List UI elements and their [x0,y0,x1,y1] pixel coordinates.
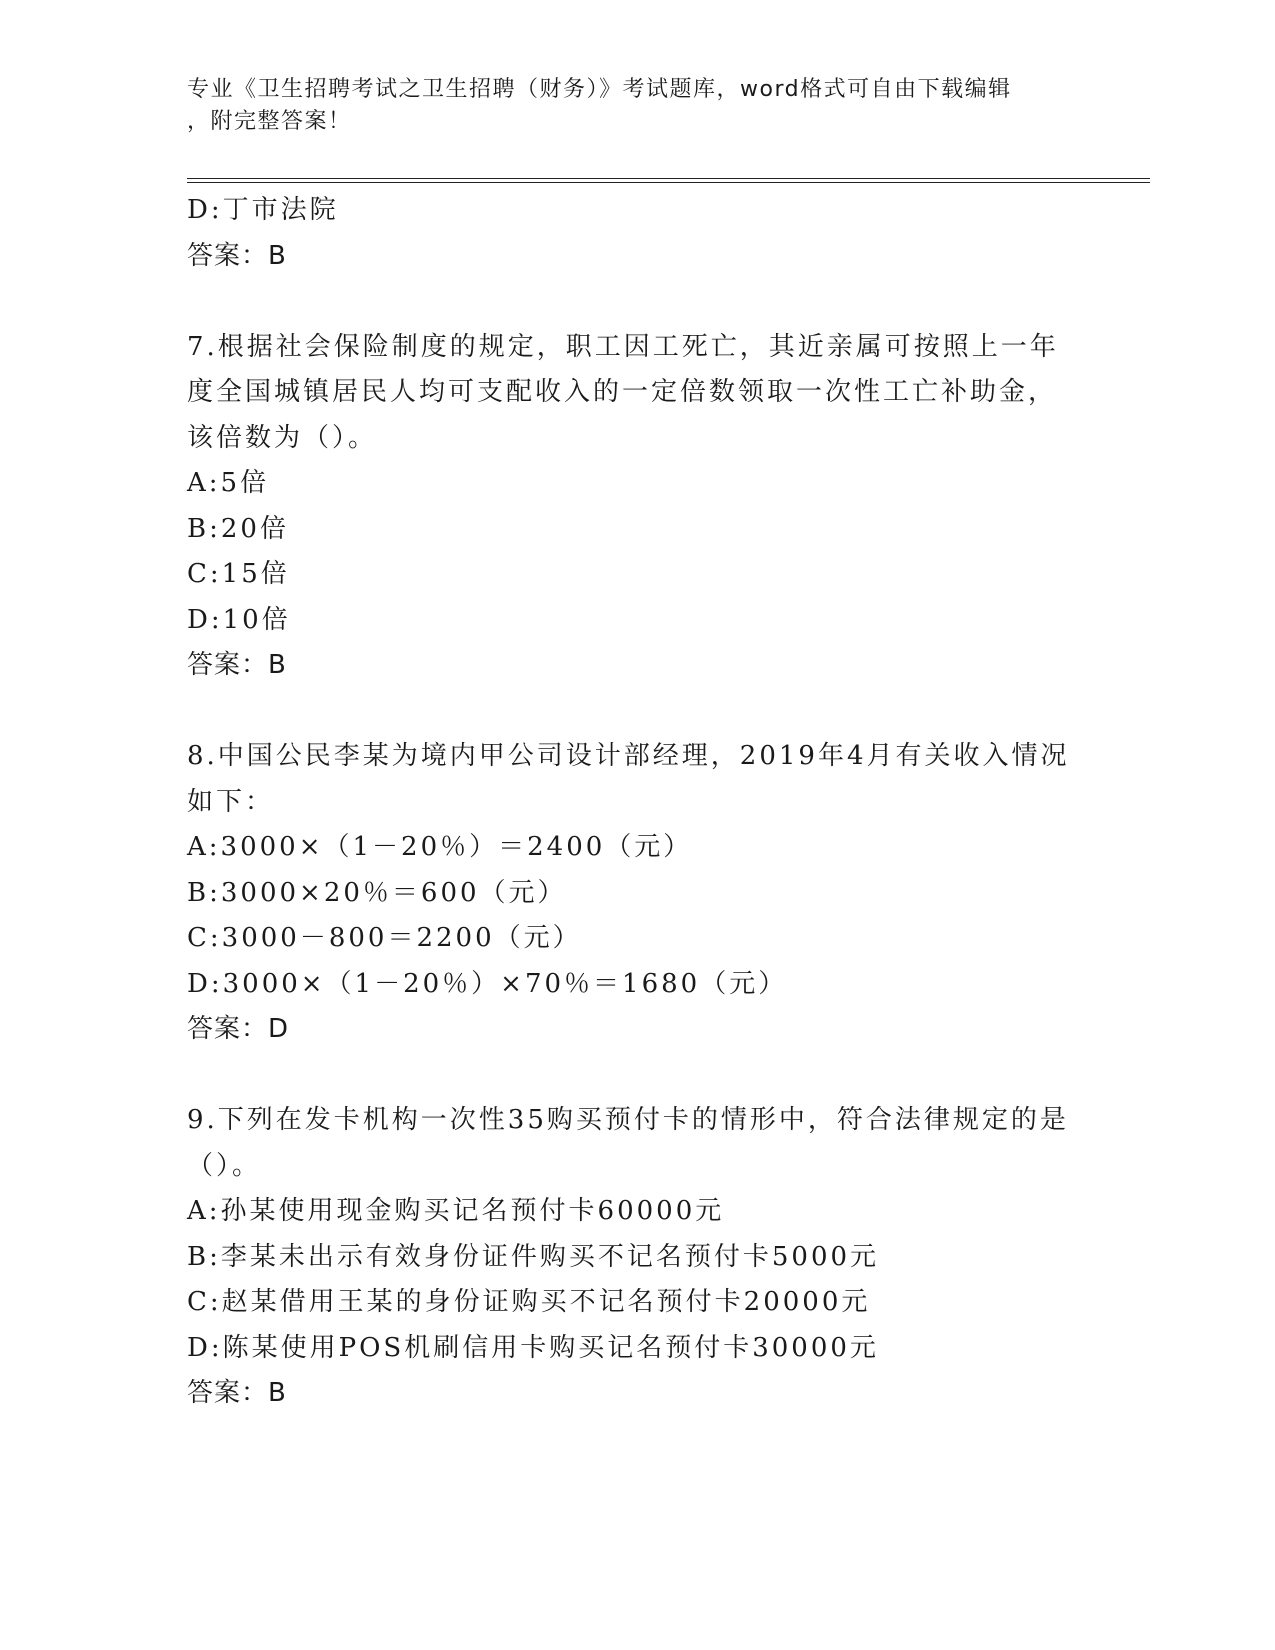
option-d: D:10倍 [187,604,291,635]
option-d: D:3000×（1－20％）×70％＝1680（元） [187,968,788,999]
answer-line: 答案：B [187,240,287,271]
option-c: C:3000－800＝2200（元） [187,923,582,953]
answer-line: 答案：B [187,650,287,680]
previous-question-tail [187,188,1087,279]
question-stem-line: 8.中国公民李某为境内甲公司设计部经理，2019年4月有关收入情况 [187,741,1070,771]
question-7 [187,325,1087,689]
option-b: B:20倍 [187,513,289,544]
option-a: A:孙某使用现金购买记名预付卡60000元 [187,1196,725,1226]
option-d: D:陈某使用POS机刷信用卡购买记名预付卡30000元 [187,1332,879,1363]
document-body [187,188,1087,1417]
question-9 [187,1098,1087,1417]
answer-line: 答案：B [187,1378,287,1408]
spacer [187,279,1087,325]
spacer [187,1053,1087,1099]
question-8 [187,734,1087,1053]
option-c: C:15倍 [187,559,290,589]
header-divider-top [187,178,1150,179]
option-d: D:丁市法院 [187,195,339,225]
question-stem-line: 该倍数为（）。 [187,422,378,453]
question-stem-line: 7.根据社会保险制度的规定，职工因工死亡，其近亲属可按照上一年 [187,331,1059,362]
header-line-1: 专业《卫生招聘考试之卫生招聘（财务）》考试题库，word格式可自由下载编辑 [187,77,1012,102]
question-stem-line: （）。 [187,1150,262,1181]
spacer [187,689,1087,735]
option-a: A:3000×（1－20％）＝2400（元） [187,832,693,862]
option-b: B:3000×20％＝600（元） [187,877,567,908]
question-stem-line: 9.下列在发卡机构一次性35购买预付卡的情形中，符合法律规定的是 [187,1105,1069,1135]
option-a: A:5倍 [187,468,270,498]
answer-line: 答案：D [187,1014,290,1044]
header-divider-bottom [187,182,1150,183]
page-header [187,74,1067,138]
question-stem-line: 如下： [187,786,275,817]
option-c: C:赵某借用王某的身份证购买不记名预付卡20000元 [187,1287,871,1317]
header-line-2: ，附完整答案！ [187,109,352,134]
question-stem-line: 度全国城镇居民人均可支配收入的一定倍数领取一次性工亡补助金， [187,377,1058,407]
option-b: B:李某未出示有效身份证件购买不记名预付卡5000元 [187,1241,880,1272]
